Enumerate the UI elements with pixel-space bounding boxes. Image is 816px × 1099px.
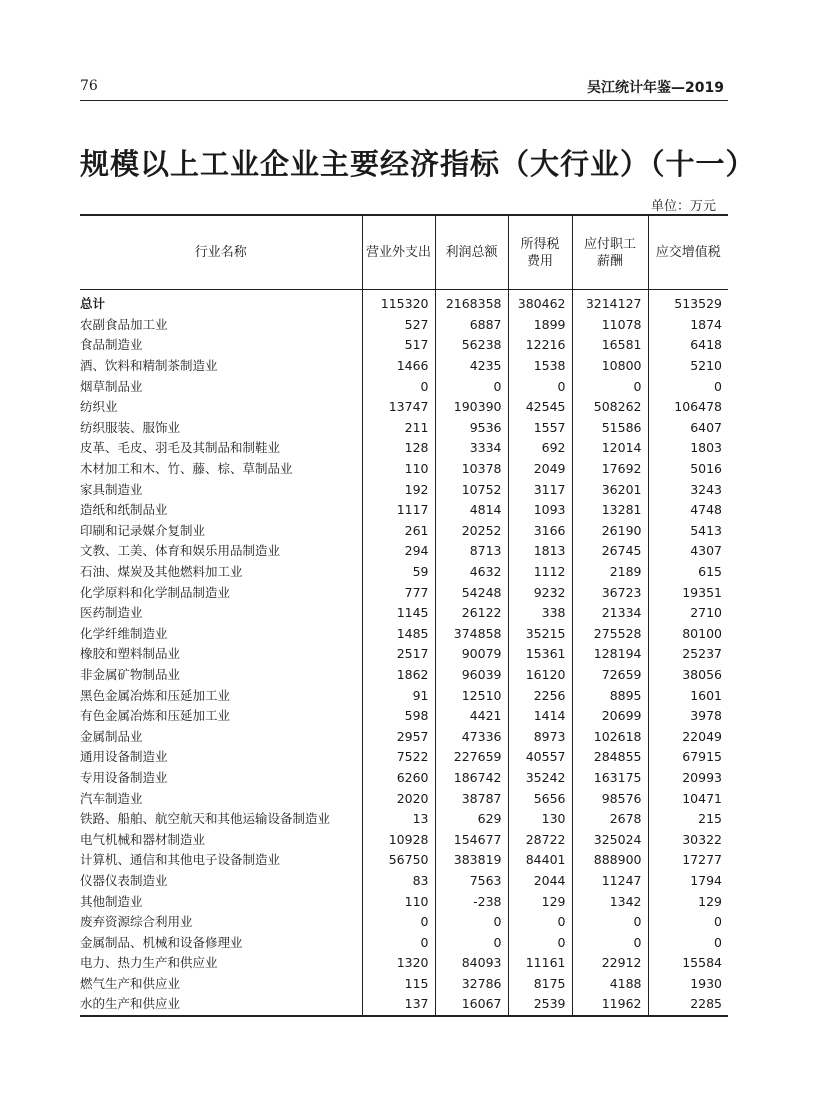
value-cell: 527	[362, 315, 435, 336]
value-cell: 211	[362, 418, 435, 439]
value-cell: 5016	[648, 459, 728, 480]
value-cell: 8895	[572, 685, 648, 706]
value-cell: 106478	[648, 397, 728, 418]
value-cell: 1117	[362, 500, 435, 521]
value-cell: 227659	[435, 747, 508, 768]
value-cell: 16120	[508, 665, 572, 686]
value-cell: 9536	[435, 418, 508, 439]
value-cell: 19351	[648, 582, 728, 603]
table-row	[80, 871, 728, 892]
column-header-industry: 行业名称	[80, 215, 362, 290]
column-header-3: 所得税 费用	[508, 215, 572, 290]
value-cell: 517	[362, 335, 435, 356]
value-cell: 1601	[648, 685, 728, 706]
value-cell: 38056	[648, 665, 728, 686]
industry-name-cell: 化学纤维制造业	[80, 625, 168, 641]
value-cell: 0	[362, 932, 435, 953]
value-cell: 1320	[362, 953, 435, 974]
industry-name-cell: 电气机械和器材制造业	[80, 831, 206, 847]
value-cell: 26745	[572, 541, 648, 562]
value-cell: 83	[362, 871, 435, 892]
industry-name-cell: 总计	[80, 296, 106, 312]
value-cell: 325024	[572, 829, 648, 850]
total-row	[80, 290, 728, 315]
value-cell: 8175	[508, 974, 572, 995]
unit-label: 单位：万元	[650, 199, 716, 214]
table-row	[80, 315, 728, 336]
industry-name-cell: 石油、煤炭及其他燃料加工业	[80, 564, 243, 580]
value-cell: 1145	[362, 603, 435, 624]
value-cell: 32786	[435, 974, 508, 995]
value-cell: 10752	[435, 479, 508, 500]
value-cell: 12216	[508, 335, 572, 356]
value-cell: 3334	[435, 438, 508, 459]
value-cell: 20993	[648, 768, 728, 789]
value-cell: 3243	[648, 479, 728, 500]
value-cell: 10471	[648, 788, 728, 809]
page-title: 规模以上工业企业主要经济指标（大行业）（十一）	[80, 147, 756, 181]
industry-name-cell: 皮革、毛皮、羽毛及其制品和制鞋业	[80, 440, 281, 456]
industry-name-cell: 金属制品业	[80, 728, 143, 744]
value-cell: 1112	[508, 562, 572, 583]
value-cell: 4814	[435, 500, 508, 521]
value-cell: 1414	[508, 706, 572, 727]
value-cell: 0	[508, 376, 572, 397]
value-cell: 598	[362, 706, 435, 727]
value-cell: 777	[362, 582, 435, 603]
value-cell: 4632	[435, 562, 508, 583]
value-cell: 215	[648, 809, 728, 830]
industry-name-cell: 仪器仪表制造业	[80, 872, 168, 888]
table-row	[80, 809, 728, 830]
industry-name-cell: 非金属矿物制品业	[80, 666, 181, 682]
value-cell: 128194	[572, 644, 648, 665]
table-row	[80, 603, 728, 624]
value-cell: 5210	[648, 356, 728, 377]
value-cell: 338	[508, 603, 572, 624]
industry-name-cell: 废弃资源综合利用业	[80, 914, 193, 930]
value-cell: 6887	[435, 315, 508, 336]
table-row	[80, 726, 728, 747]
value-cell: 20252	[435, 521, 508, 542]
industry-name-cell: 黑色金属冶炼和压延加工业	[80, 687, 231, 703]
value-cell: 11078	[572, 315, 648, 336]
industry-name-cell: 印刷和记录媒介复制业	[80, 522, 206, 538]
table-row	[80, 397, 728, 418]
value-cell: 275528	[572, 624, 648, 645]
column-header-2: 利润总额	[435, 215, 508, 290]
table-row	[80, 974, 728, 995]
table-row	[80, 994, 728, 1016]
value-cell: 4748	[648, 500, 728, 521]
value-cell: 374858	[435, 624, 508, 645]
value-cell: 4307	[648, 541, 728, 562]
value-cell: 0	[435, 912, 508, 933]
table-row	[80, 376, 728, 397]
table-row	[80, 438, 728, 459]
value-cell: 1899	[508, 315, 572, 336]
value-cell: 3166	[508, 521, 572, 542]
value-cell: 20699	[572, 706, 648, 727]
value-cell: 26190	[572, 521, 648, 542]
value-cell: 54248	[435, 582, 508, 603]
industry-name-cell: 金属制品、机械和设备修理业	[80, 934, 243, 950]
value-cell: 35242	[508, 768, 572, 789]
industry-name-cell: 造纸和纸制品业	[80, 502, 168, 518]
value-cell: 0	[572, 932, 648, 953]
table-row	[80, 521, 728, 542]
value-cell: 98576	[572, 788, 648, 809]
value-cell: 629	[435, 809, 508, 830]
value-cell: 2049	[508, 459, 572, 480]
value-cell: 2517	[362, 644, 435, 665]
value-cell: 1803	[648, 438, 728, 459]
industry-name-cell: 农副食品加工业	[80, 316, 168, 332]
value-cell: 21334	[572, 603, 648, 624]
value-cell: 4421	[435, 706, 508, 727]
value-cell: 25237	[648, 644, 728, 665]
value-cell: 0	[362, 912, 435, 933]
value-cell: 284855	[572, 747, 648, 768]
table-row	[80, 912, 728, 933]
industry-name-cell: 文教、工美、体育和娱乐用品制造业	[80, 543, 281, 559]
value-cell: 8713	[435, 541, 508, 562]
industry-name-cell: 木材加工和木、竹、藤、棕、草制品业	[80, 461, 293, 477]
value-cell: 110	[362, 891, 435, 912]
value-cell: 261	[362, 521, 435, 542]
value-cell: 190390	[435, 397, 508, 418]
value-cell: 8973	[508, 726, 572, 747]
value-cell: 6407	[648, 418, 728, 439]
value-cell: 692	[508, 438, 572, 459]
value-cell: 2256	[508, 685, 572, 706]
value-cell: 5656	[508, 788, 572, 809]
table-row	[80, 582, 728, 603]
table-row	[80, 500, 728, 521]
value-cell: 17692	[572, 459, 648, 480]
indicators-table	[80, 214, 728, 1017]
value-cell: 1862	[362, 665, 435, 686]
industry-name-cell: 纺织业	[80, 399, 118, 415]
industry-name-cell: 烟草制品业	[80, 378, 143, 394]
table-row	[80, 665, 728, 686]
value-cell: 10928	[362, 829, 435, 850]
industry-name-cell: 其他制造业	[80, 893, 143, 909]
value-cell: 30322	[648, 829, 728, 850]
value-cell: 11247	[572, 871, 648, 892]
industry-name-cell: 有色金属冶炼和压延加工业	[80, 708, 231, 724]
value-cell: 130	[508, 809, 572, 830]
table-row	[80, 459, 728, 480]
value-cell: 28722	[508, 829, 572, 850]
value-cell: 2168358	[435, 290, 508, 315]
column-header-5: 应交增值税	[648, 215, 728, 290]
table-row	[80, 479, 728, 500]
value-cell: 5413	[648, 521, 728, 542]
table-row	[80, 335, 728, 356]
value-cell: 1342	[572, 891, 648, 912]
header-rule	[80, 100, 728, 101]
value-cell: 90079	[435, 644, 508, 665]
value-cell: 1813	[508, 541, 572, 562]
industry-name-cell: 计算机、通信和其他电子设备制造业	[80, 852, 281, 868]
value-cell: 380462	[508, 290, 572, 315]
table-row	[80, 768, 728, 789]
value-cell: 1538	[508, 356, 572, 377]
industry-name-cell: 通用设备制造业	[80, 749, 168, 765]
table-row	[80, 788, 728, 809]
value-cell: 513529	[648, 290, 728, 315]
industry-name-cell: 燃气生产和供应业	[80, 975, 181, 991]
industry-name-cell: 化学原料和化学制品制造业	[80, 584, 231, 600]
industry-name-cell: 汽车制造业	[80, 790, 143, 806]
value-cell: 0	[362, 376, 435, 397]
value-cell: 13	[362, 809, 435, 830]
table-row	[80, 953, 728, 974]
industry-name-cell: 电力、热力生产和供应业	[80, 955, 218, 971]
value-cell: 0	[648, 932, 728, 953]
value-cell: 3117	[508, 479, 572, 500]
industry-name-cell: 专用设备制造业	[80, 769, 168, 785]
value-cell: 91	[362, 685, 435, 706]
value-cell: 40557	[508, 747, 572, 768]
table-row	[80, 562, 728, 583]
table-header-row	[80, 215, 728, 290]
value-cell: 12510	[435, 685, 508, 706]
table-row	[80, 541, 728, 562]
value-cell: 115	[362, 974, 435, 995]
value-cell: 59	[362, 562, 435, 583]
value-cell: 10800	[572, 356, 648, 377]
value-cell: 38787	[435, 788, 508, 809]
industry-name-cell: 酒、饮料和精制茶制造业	[80, 358, 218, 374]
value-cell: 9232	[508, 582, 572, 603]
industry-name-cell: 家具制造业	[80, 481, 143, 497]
value-cell: 0	[572, 376, 648, 397]
industry-name-cell: 纺织服装、服饰业	[80, 419, 181, 435]
value-cell: 129	[648, 891, 728, 912]
value-cell: 2189	[572, 562, 648, 583]
value-cell: 84401	[508, 850, 572, 871]
value-cell: 1930	[648, 974, 728, 995]
value-cell: 1093	[508, 500, 572, 521]
value-cell: 6418	[648, 335, 728, 356]
value-cell: 22049	[648, 726, 728, 747]
value-cell: 35215	[508, 624, 572, 645]
value-cell: 84093	[435, 953, 508, 974]
value-cell: 67915	[648, 747, 728, 768]
page-number: 76	[80, 78, 98, 94]
table-row	[80, 850, 728, 871]
value-cell: 186742	[435, 768, 508, 789]
value-cell: 15361	[508, 644, 572, 665]
value-cell: 508262	[572, 397, 648, 418]
value-cell: 3978	[648, 706, 728, 727]
table-row	[80, 891, 728, 912]
table-row	[80, 685, 728, 706]
value-cell: 3214127	[572, 290, 648, 315]
value-cell: 192	[362, 479, 435, 500]
industry-name-cell: 橡胶和塑料制品业	[80, 646, 181, 662]
value-cell: 47336	[435, 726, 508, 747]
value-cell: 888900	[572, 850, 648, 871]
value-cell: 15584	[648, 953, 728, 974]
value-cell: 22912	[572, 953, 648, 974]
table-row	[80, 747, 728, 768]
value-cell: 137	[362, 994, 435, 1016]
value-cell: 16067	[435, 994, 508, 1016]
value-cell: 1794	[648, 871, 728, 892]
value-cell: 1557	[508, 418, 572, 439]
value-cell: 10378	[435, 459, 508, 480]
value-cell: 96039	[435, 665, 508, 686]
table-row	[80, 644, 728, 665]
value-cell: 17277	[648, 850, 728, 871]
table-body	[80, 290, 728, 1016]
value-cell: 2539	[508, 994, 572, 1016]
value-cell: 36723	[572, 582, 648, 603]
value-cell: 6260	[362, 768, 435, 789]
value-cell: 2957	[362, 726, 435, 747]
industry-name-cell: 医药制造业	[80, 605, 143, 621]
value-cell: 7522	[362, 747, 435, 768]
value-cell: 1485	[362, 624, 435, 645]
value-cell: 1874	[648, 315, 728, 336]
value-cell: 12014	[572, 438, 648, 459]
industry-name-cell: 水的生产和供应业	[80, 996, 181, 1012]
value-cell: 56238	[435, 335, 508, 356]
value-cell: 56750	[362, 850, 435, 871]
table-row	[80, 356, 728, 377]
value-cell: 110	[362, 459, 435, 480]
column-header-4: 应付职工 薪酬	[572, 215, 648, 290]
value-cell: 0	[435, 376, 508, 397]
table-row	[80, 418, 728, 439]
value-cell: 72659	[572, 665, 648, 686]
value-cell: 383819	[435, 850, 508, 871]
value-cell: 0	[648, 376, 728, 397]
value-cell: 128	[362, 438, 435, 459]
value-cell: 154677	[435, 829, 508, 850]
value-cell: 0	[508, 932, 572, 953]
column-header-1: 营业外支出	[362, 215, 435, 290]
value-cell: 11161	[508, 953, 572, 974]
value-cell: 115320	[362, 290, 435, 315]
value-cell: 7563	[435, 871, 508, 892]
value-cell: 0	[648, 912, 728, 933]
value-cell: 294	[362, 541, 435, 562]
table-row	[80, 932, 728, 953]
yearbook-title: 吴江统计年鉴—2019	[587, 80, 724, 96]
value-cell: 13747	[362, 397, 435, 418]
value-cell: 80100	[648, 624, 728, 645]
value-cell: 163175	[572, 768, 648, 789]
value-cell: 2710	[648, 603, 728, 624]
value-cell: 0	[508, 912, 572, 933]
value-cell: 16581	[572, 335, 648, 356]
value-cell: 2044	[508, 871, 572, 892]
value-cell: -238	[435, 891, 508, 912]
value-cell: 2285	[648, 994, 728, 1016]
industry-name-cell: 铁路、船舶、航空航天和其他运输设备制造业	[80, 811, 331, 827]
value-cell: 615	[648, 562, 728, 583]
industry-name-cell: 食品制造业	[80, 337, 143, 353]
value-cell: 51586	[572, 418, 648, 439]
value-cell: 4235	[435, 356, 508, 377]
table-row	[80, 706, 728, 727]
value-cell: 2678	[572, 809, 648, 830]
table-row	[80, 624, 728, 645]
value-cell: 36201	[572, 479, 648, 500]
value-cell: 11962	[572, 994, 648, 1016]
value-cell: 13281	[572, 500, 648, 521]
value-cell: 42545	[508, 397, 572, 418]
value-cell: 0	[572, 912, 648, 933]
value-cell: 1466	[362, 356, 435, 377]
table-row	[80, 829, 728, 850]
value-cell: 4188	[572, 974, 648, 995]
value-cell: 26122	[435, 603, 508, 624]
value-cell: 129	[508, 891, 572, 912]
value-cell: 0	[435, 932, 508, 953]
value-cell: 2020	[362, 788, 435, 809]
value-cell: 102618	[572, 726, 648, 747]
